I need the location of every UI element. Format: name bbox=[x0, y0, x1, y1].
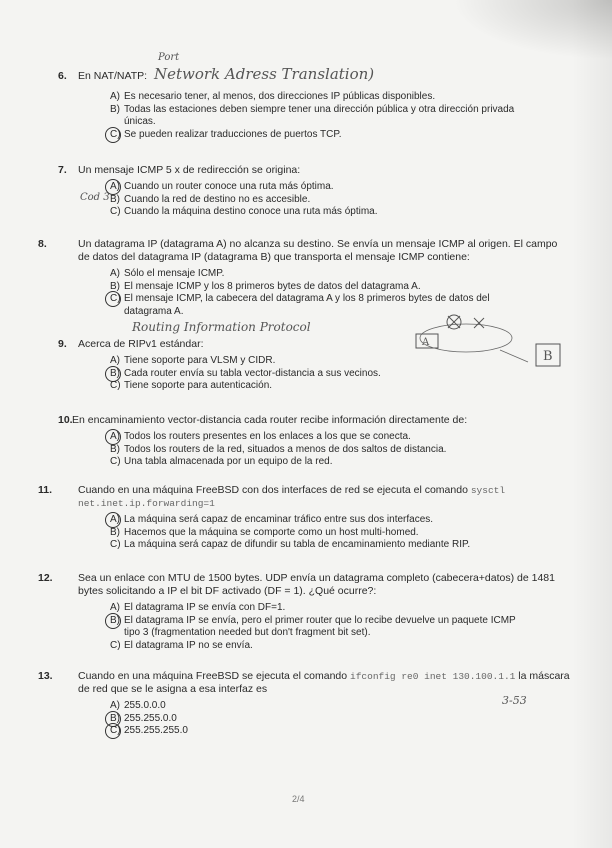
q13-command: ifconfig re0 inet 130.100.1.1 bbox=[350, 671, 516, 682]
selected-answer-circle bbox=[105, 291, 121, 307]
q6-option-a[interactable]: A) Es necesario tener, al menos, dos direcciones IP públicas disponibles. bbox=[110, 91, 436, 102]
question-7-prompt: 7. Un mensaje ICMP 5 x de redirección se origina: bbox=[58, 164, 301, 176]
page-number: 2/4 bbox=[292, 794, 305, 804]
question-12 bbox=[38, 572, 558, 652]
scan-edge-shadow bbox=[572, 0, 612, 848]
question-11 bbox=[38, 484, 558, 552]
scan-smudge bbox=[452, 0, 612, 60]
q10-option-b[interactable]: B) Todos los routers de la red, situados a menos de dos saltos de distancia. bbox=[110, 443, 447, 455]
q8-option-b[interactable]: B) El mensaje ICMP y los 8 primeros bytes de datos del datagrama A. bbox=[110, 280, 421, 292]
question-6-prompt: 6. En NAT/NATP: Network Adress Translation) bbox=[58, 65, 375, 83]
q13-option-b[interactable]: B) 255.255.0.0 bbox=[110, 713, 578, 726]
q11-option-a[interactable]: A) La máquina será capaz de encaminar tráfico entre sus dos interfaces. bbox=[110, 514, 558, 527]
question-10-prompt: 10.En encaminamiento vector-distancia cada router recibe información directamente de: bbox=[58, 414, 468, 426]
handwritten-margin-note: Cod 3 bbox=[80, 192, 110, 203]
sketch-label-a: A bbox=[422, 337, 430, 348]
q7-option-b[interactable]: B) Cuando la red de destino no es accesible. bbox=[110, 193, 311, 205]
q6-option-b[interactable]: B) Todas las estaciones deben siempre tener una dirección pública y otra dirección privada únicas. bbox=[110, 103, 515, 127]
q13-option-c[interactable]: C) 255.255.255.0 bbox=[110, 725, 578, 738]
q12-option-c[interactable]: C) El datagrama IP no se envía. bbox=[110, 639, 253, 651]
q11-option-c[interactable]: C) La máquina será capaz de difundir su tabla de encaminamiento mediante RIP. bbox=[110, 539, 471, 550]
selected-answer-circle bbox=[105, 127, 121, 143]
selected-answer-circle bbox=[105, 613, 121, 629]
q13-option-a[interactable]: A) 255.0.0.0 bbox=[110, 700, 166, 711]
question-8 bbox=[38, 238, 558, 318]
q12-option-a[interactable]: A) El datagrama IP se envía con DF=1. bbox=[110, 602, 286, 613]
question-8-prompt: 8. Un datagrama IP (datagrama A) no alcanza su destino. Se envía un mensaje ICMP al origen. El campo de datos del datagrama IP (datagrama B) que transporta el mensaje ICMP contiene: bbox=[38, 238, 558, 263]
handwritten-note: 3-53 bbox=[502, 694, 527, 707]
question-13-prompt: 13. Cuando en una máquina FreeBSD se ejecuta el comando ifconfig re0 inet 130.100.1.1 la máscara de red que se le asigna a esa interfaz es bbox=[38, 670, 570, 695]
q10-option-c[interactable]: C) Una tabla almacenada por un equipo de la red. bbox=[110, 456, 333, 467]
handwritten-rip-expansion: Routing Information Protocol bbox=[132, 320, 311, 334]
handwritten-nat-expansion: Network Adress Translation) bbox=[153, 65, 375, 83]
question-12-prompt: 12. Sea un enlace con MTU de 1500 bytes. UDP envía un datagrama completo (cabecera+datos) de 1481 bytes solicitando a IP el bit DF activado (DF = 1). ¿Qué ocurre?: bbox=[38, 572, 555, 597]
q7-option-c[interactable]: C) Cuando la máquina destino conoce una ruta más óptima. bbox=[110, 206, 378, 217]
q8-option-a[interactable]: A) Sólo el mensaje ICMP. bbox=[110, 268, 225, 279]
question-10 bbox=[58, 414, 558, 469]
q9-option-a[interactable]: A) Tiene soporte para VLSM y CIDR. bbox=[110, 355, 276, 366]
q9-option-c[interactable]: C) Tiene soporte para autenticación. bbox=[110, 380, 273, 391]
q11-option-b[interactable]: B) Hacemos que la máquina se comporte como un host multi-homed. bbox=[110, 526, 419, 538]
handwritten-port: Port bbox=[158, 52, 180, 63]
q7-option-a[interactable]: A) Cuando un router conoce una ruta más óptima. bbox=[110, 181, 558, 194]
question-13 bbox=[38, 670, 578, 738]
q12-option-b[interactable]: B) El datagrama IP se envía, pero el primer router que lo recibe devuelve un paquete ICMP tipo 3 (fragmentation needed but don't fragment bit set). bbox=[110, 615, 558, 640]
q6-option-c[interactable]: C) Se pueden realizar traducciones de puertos TCP. bbox=[110, 129, 558, 142]
question-11-prompt: 11. Cuando en una máquina FreeBSD con dos interfaces de red se ejecuta el comando sysctl net.inet.ip.forwarding=1 bbox=[38, 484, 506, 509]
q11-command: sysctl net.inet.ip.forwarding=1 bbox=[78, 485, 506, 509]
q10-option-a[interactable]: A) Todos los routers presentes en los enlaces a los que se conecta. bbox=[110, 431, 558, 444]
question-7 bbox=[58, 164, 558, 219]
sketch-label-b: B bbox=[543, 349, 553, 364]
question-6 bbox=[58, 65, 558, 141]
question-9-prompt: 9. Acerca de RIPv1 estándar: bbox=[58, 338, 204, 350]
q9-option-b[interactable]: B) Cada router envía su tabla vector-distancia a sus vecinos. bbox=[110, 368, 558, 381]
selected-answer-circle bbox=[105, 723, 121, 739]
q8-option-c[interactable]: C) El mensaje ICMP, la cabecera del datagrama A y los 8 primeros bytes de datos del datagrama A. bbox=[110, 293, 558, 318]
handwritten-sketch bbox=[410, 312, 600, 374]
